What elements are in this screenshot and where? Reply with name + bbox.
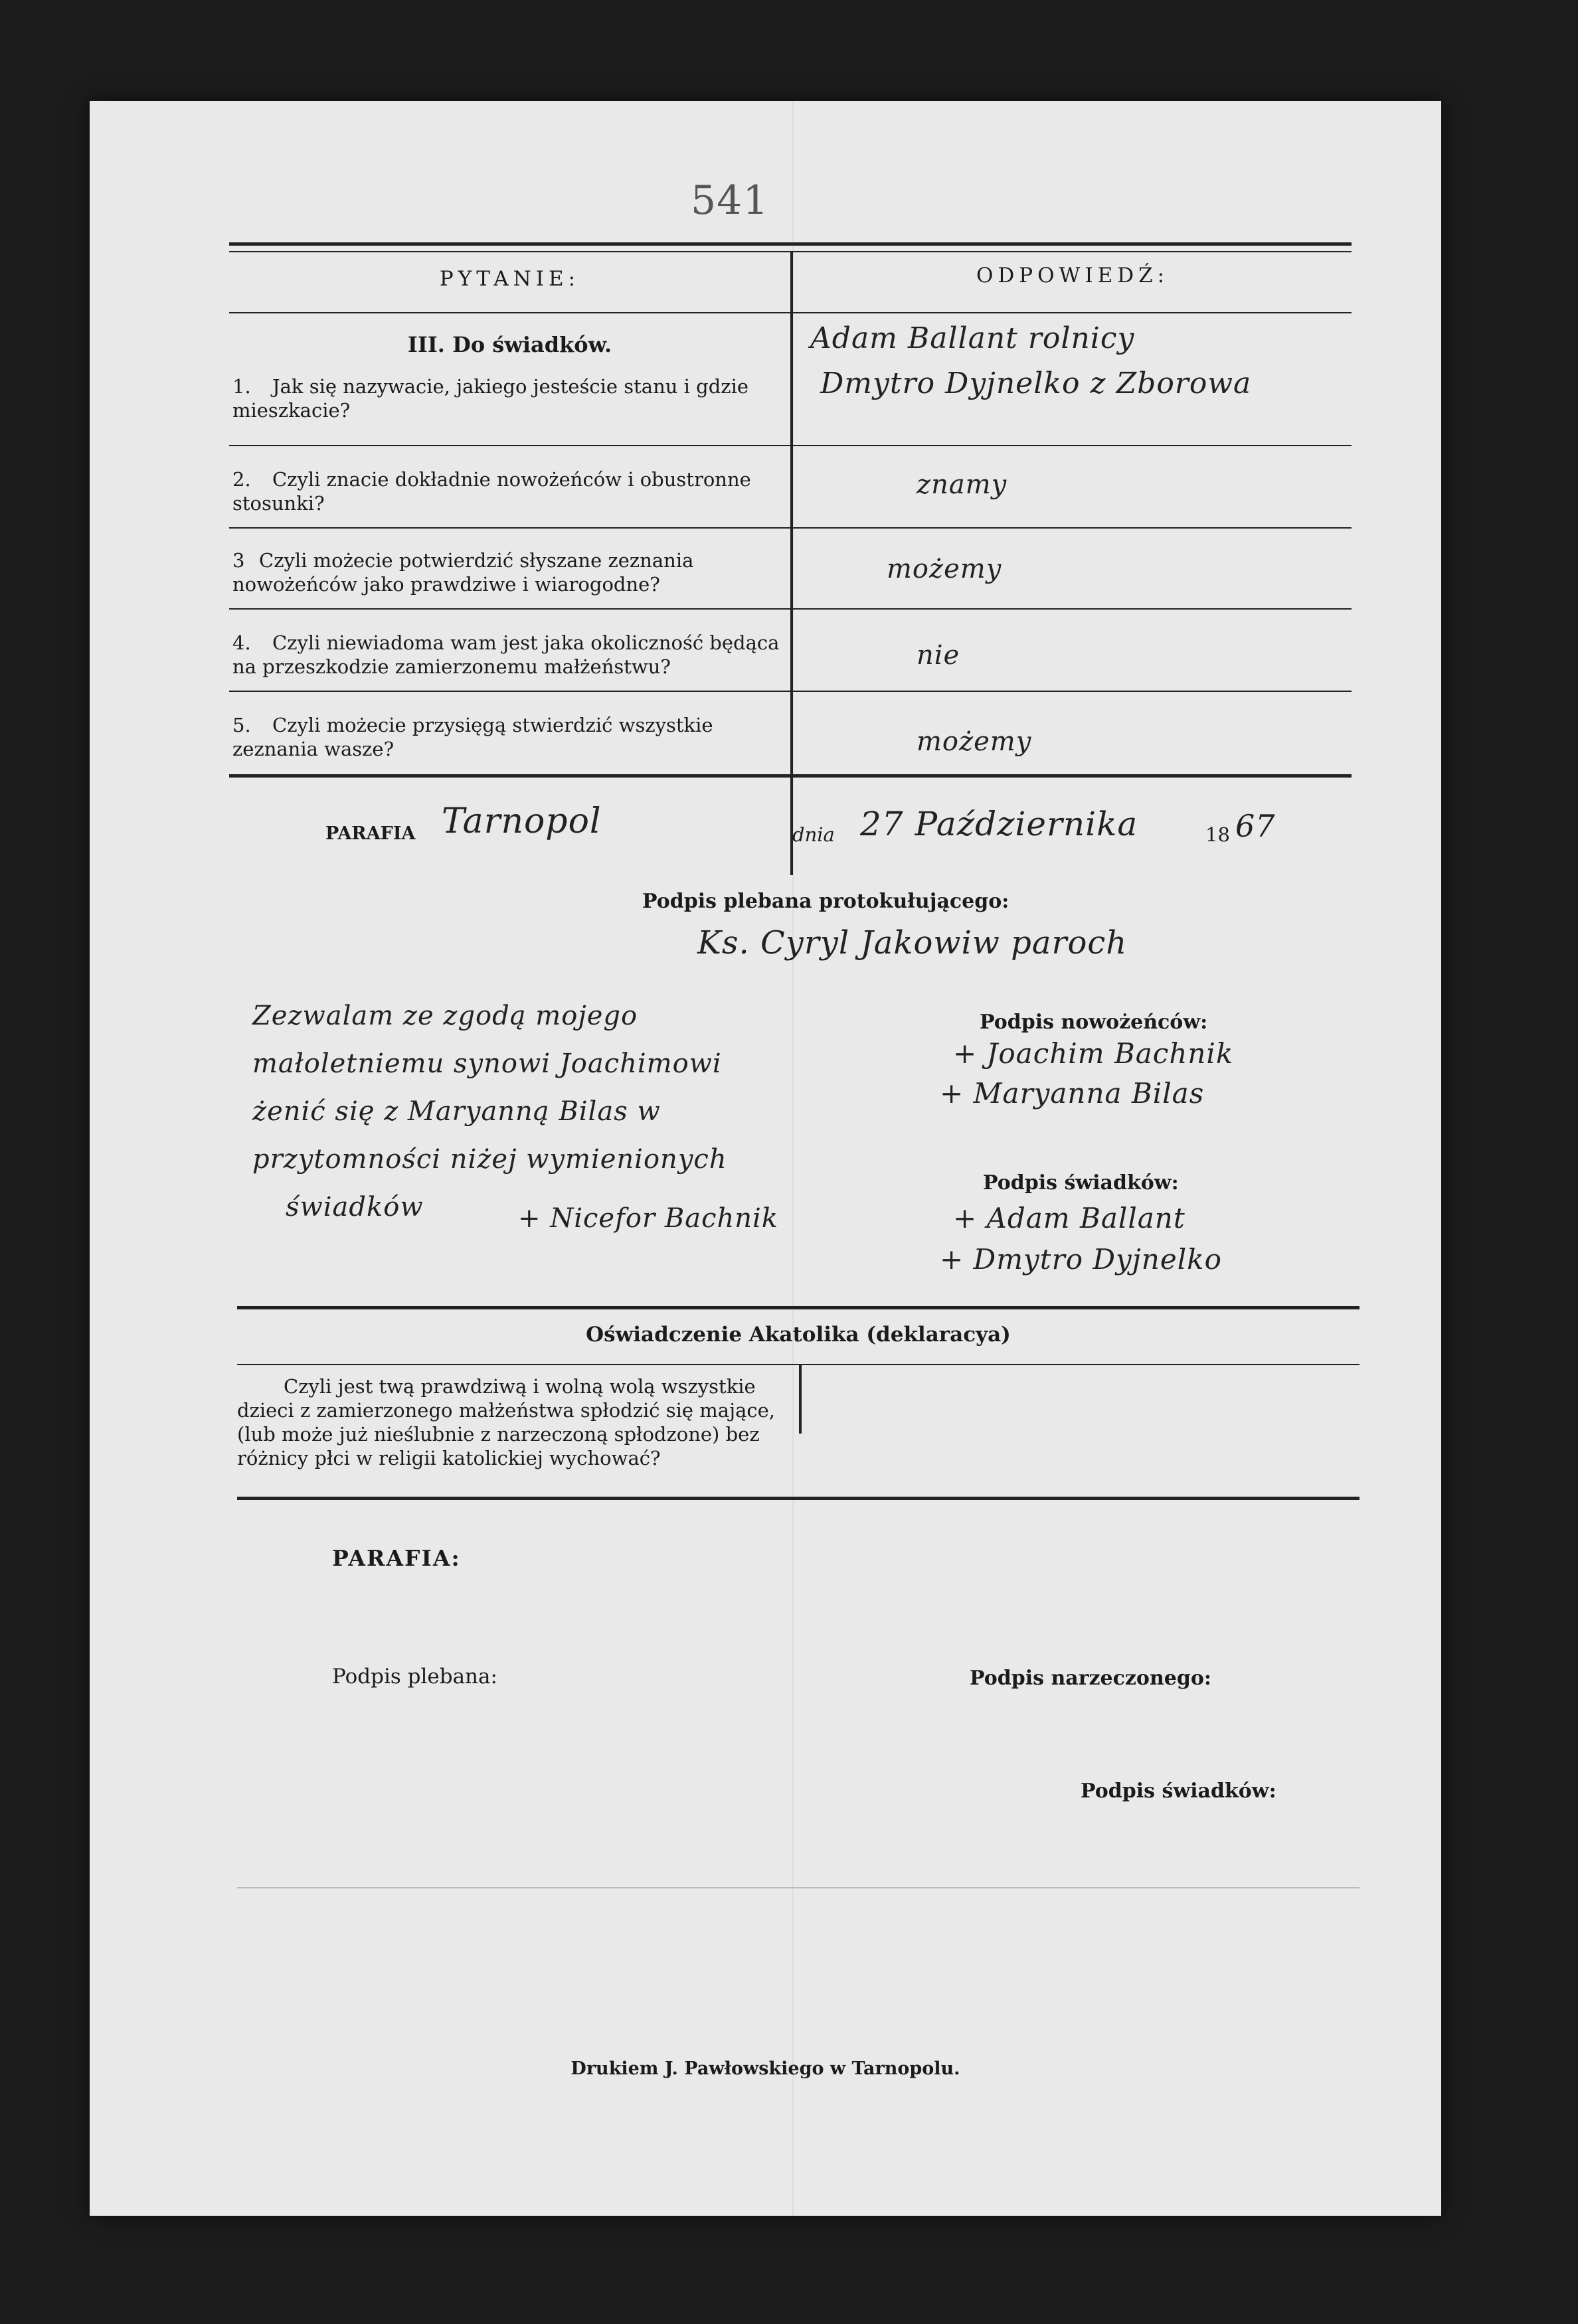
witness-signature-label: Podpis świadków: [983, 1171, 1179, 1195]
father-signature: + Nicefor Bachnik [518, 1203, 779, 1234]
year-suffix: 67 [1235, 808, 1276, 844]
printer-imprint: Drukiem J. Pawłowskiego w Tarnopolu. [570, 2058, 960, 2079]
note-line: żenić się z Maryanną Bilas w [252, 1096, 661, 1127]
rule-header [229, 312, 1352, 313]
date-label: dnia [792, 823, 835, 846]
witness-1-signature: + Adam Ballant [953, 1202, 1185, 1234]
parish-label: PARAFIA [325, 823, 416, 844]
question-5 [232, 713, 780, 761]
bride-signature: + Maryanna Bilas [940, 1077, 1205, 1110]
document-page [90, 101, 1441, 2216]
declaration-title: Oświadczenie Akatolika (deklaracya) [586, 1323, 1011, 1347]
date-value: 27 Października [860, 805, 1138, 843]
question-text: Czyli możecie przysięgą stwierdzić wszystkie zeznania wasze? [232, 714, 713, 760]
declaration-line: Czyli jest twą prawdziwą i wolną wolą wszystkie [284, 1375, 756, 1398]
couple-signature-label: Podpis nowożeńców: [980, 1011, 1208, 1034]
note-line: Zezwalam ze zgodą mojego [252, 1001, 638, 1031]
rule-declaration-bottom [237, 1497, 1359, 1500]
answer-1-line-1: Adam Ballant rolnicy [810, 321, 1135, 355]
answer-1-line-2: Dmytro Dyjnelko z Zborowa [820, 367, 1252, 400]
header-question: PYTANIE: [439, 267, 580, 291]
question-2 [232, 467, 780, 515]
rule-q4 [229, 691, 1352, 692]
question-number: 4. [232, 631, 251, 654]
bottom-priest-label: Podpis plebana: [332, 1665, 497, 1689]
section-title: III. Do świadków. [407, 332, 612, 357]
answer-2: znamy [917, 469, 1008, 500]
answer-5: możemy [917, 726, 1032, 757]
note-line: świadków [286, 1192, 424, 1222]
rule-q3 [229, 608, 1352, 610]
declaration-line: (lub może już nieślubnie z narzeczoną spłodzone) bez [237, 1423, 760, 1446]
question-number: 2. [232, 468, 251, 491]
bottom-parish-label: PARAFIA: [332, 1545, 461, 1571]
parish-value: Tarnopol [442, 801, 602, 841]
priest-signature: Ks. Cyryl Jakowiw paroch [697, 924, 1128, 961]
rule-q2 [229, 527, 1352, 529]
declaration-line: dzieci z zamierzonego małżeństwa spłodzić się mające, [237, 1399, 775, 1422]
priest-signature-label: Podpis plebana protokułującego: [642, 890, 1009, 913]
rule-table-bottom [229, 774, 1352, 778]
header-answer: ODPOWIEDŹ: [976, 264, 1170, 288]
year-prefix: 18 [1205, 823, 1230, 846]
rule-declaration-title [237, 1364, 1359, 1365]
rule-declaration-top [237, 1306, 1359, 1309]
question-number: 3 [232, 549, 245, 572]
declaration-line: różnicy płci w religii katolickiej wychować? [237, 1447, 661, 1469]
rule-q1 [229, 445, 1352, 446]
question-text: Czyli możecie potwierdzić słyszane zeznania nowożeńców jako prawdziwe i wiarogodne? [232, 549, 694, 596]
question-text: Czyli niewiadoma wam jest jaka okoliczność będąca na przeszkodzie zamierzonemu małżeństwu? [232, 631, 780, 678]
rule-bottom [237, 1887, 1359, 1888]
rule-top [229, 242, 1352, 246]
bottom-witness-label: Podpis świadków: [1081, 1780, 1276, 1803]
groom-signature: + Joachim Bachnik [953, 1037, 1234, 1070]
question-text: Czyli znacie dokładnie nowożeńców i obustronne stosunki? [232, 468, 751, 515]
note-line: przytomności niżej wymienionych [252, 1144, 727, 1175]
answer-3: możemy [887, 554, 1002, 584]
declaration-divider [799, 1364, 802, 1434]
question-text: Jak się nazywacie, jakiego jesteście stanu i gdzie mieszkacie? [232, 375, 748, 422]
page-number: 541 [691, 177, 769, 224]
column-divider [790, 251, 793, 875]
answer-4: nie [917, 640, 960, 671]
question-1 [232, 374, 780, 422]
question-number: 5. [232, 714, 251, 736]
question-number: 1. [232, 375, 251, 398]
witness-2-signature: + Dmytro Dyjnelko [940, 1243, 1222, 1276]
bottom-groom-label: Podpis narzeczonego: [970, 1667, 1211, 1690]
note-line: małoletniemu synowi Joachimowi [252, 1048, 722, 1079]
question-4 [232, 631, 780, 679]
declaration-question [237, 1374, 794, 1470]
question-3 [232, 548, 780, 596]
